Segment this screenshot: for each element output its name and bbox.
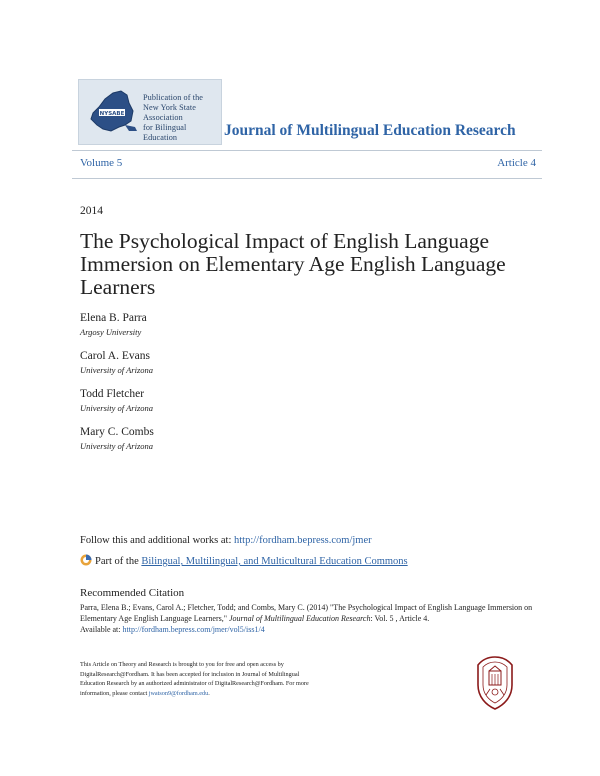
access-notice-text: This Article on Theory and Research is brought to you for free and open access by DigitalResearch@Fordham. It has been accepted for inclusion in Journal of Multilingual Education Research by an authorized administrator of DigitalResearch@Fordham. For more information, please contact (80, 661, 309, 697)
network-commons-icon (80, 554, 92, 566)
author-affiliation: Argosy University (80, 327, 142, 337)
logo-caption-line: New York State Association (143, 103, 197, 122)
author-affiliation: University of Arizona (80, 441, 154, 451)
citation-journal: Journal of Multilingual Education Research (229, 614, 371, 623)
divider (72, 178, 542, 179)
volume-link[interactable]: Volume 5 (80, 157, 123, 169)
article-link[interactable]: Article 4 (497, 157, 536, 169)
author-name: Mary C. Combs (80, 426, 154, 438)
author-name: Todd Fletcher (80, 388, 145, 400)
author-affiliation: University of Arizona (80, 365, 154, 375)
new-york-map-icon (85, 85, 139, 139)
access-notice (80, 660, 315, 698)
logo-caption (143, 93, 221, 143)
follow-line (80, 535, 372, 546)
commons-line (80, 554, 408, 567)
journal-title[interactable]: Journal of Multilingual Education Research (224, 122, 516, 139)
logo-map-label: NYSABE (99, 111, 125, 117)
follow-prefix: Follow this and additional works at: (80, 535, 234, 546)
access-notice-end: . (208, 689, 210, 697)
contact-email-link[interactable]: jwatson9@fordham.edu (148, 689, 209, 697)
citation-heading: Recommended Citation (80, 587, 185, 599)
part-prefix: Part of the (95, 556, 142, 567)
citation-available-prefix: Available at: (80, 625, 123, 634)
citation-body (80, 602, 550, 635)
logo-caption-line: Publication of the (143, 93, 204, 102)
logo-caption-line: for Bilingual Education (143, 123, 187, 142)
follow-url-link[interactable]: http://fordham.bepress.com/jmer (234, 535, 372, 546)
citation-text: Parra, Elena B.; Evans, Carol A.; Fletcher, Todd; and Combs, Mary C. (2014) "The Psychological Impact of English Language Immersion on Elementary Age English Language Learners," (80, 603, 533, 623)
paper-title: The Psychological Impact of English Language Immersion on Elementary Age English Language Learners (80, 229, 506, 299)
author-affiliation: University of Arizona (80, 403, 154, 413)
divider (72, 150, 542, 151)
citation-url-link[interactable]: http://fordham.bepress.com/jmer/vol5/iss1/4 (122, 625, 265, 634)
commons-link[interactable]: Bilingual, Multilingual, and Multicultural Education Commons (141, 556, 408, 567)
publisher-logo (78, 79, 222, 145)
publication-year: 2014 (80, 205, 103, 217)
author-name: Carol A. Evans (80, 350, 150, 362)
author-name: Elena B. Parra (80, 312, 147, 324)
citation-volume: : Vol. 5 , Article 4. (370, 614, 430, 623)
fordham-seal-icon (472, 655, 518, 711)
